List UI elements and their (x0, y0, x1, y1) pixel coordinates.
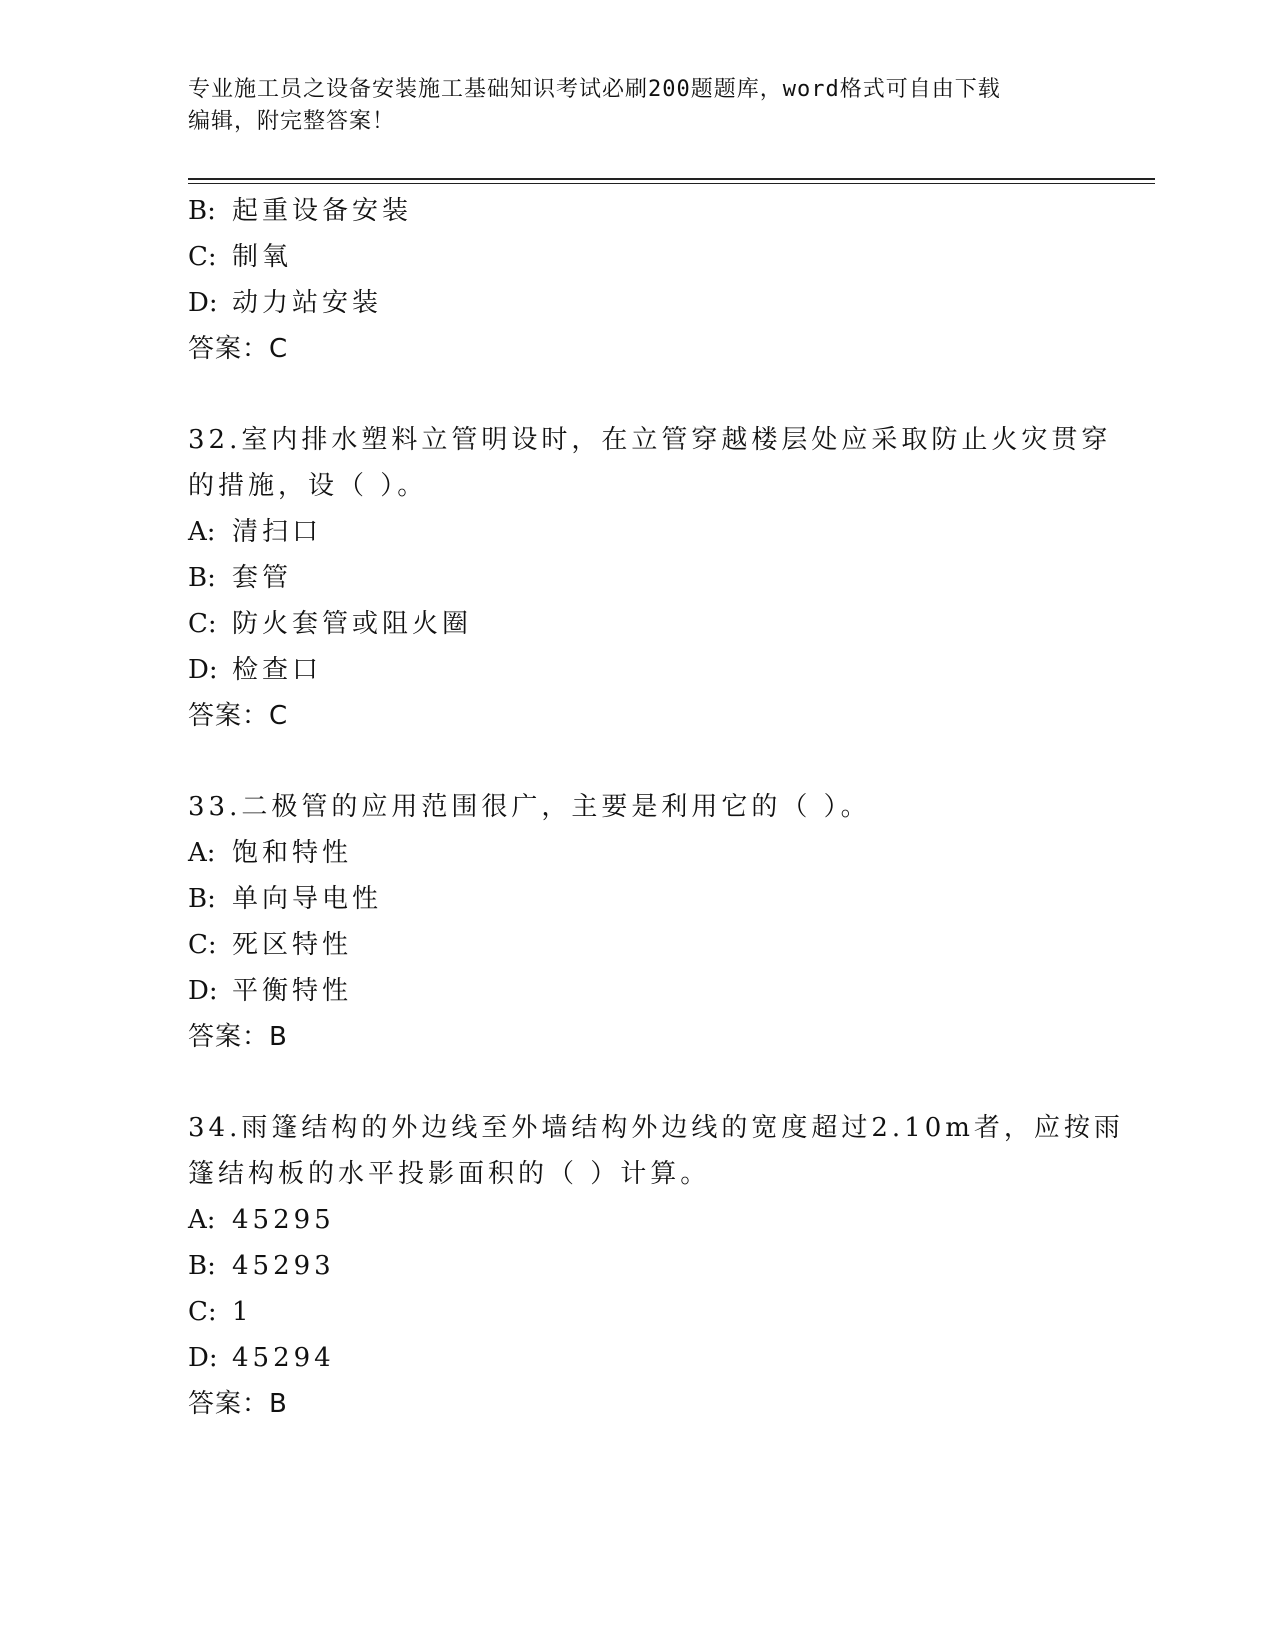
option-letter: C: (188, 609, 217, 639)
question-34 (188, 1105, 1124, 1427)
answer-line: 答案：B (188, 1022, 288, 1052)
header-title-line-1: 专业施工员之设备安装施工基础知识考试必刷200题题库，word格式可自由下载 (188, 77, 1001, 102)
option-letter: D: (188, 1343, 218, 1373)
option-letter: B: (188, 1251, 216, 1281)
question-stem-line-1: 33.二极管的应用范围很广，主要是利用它的（ ）。 (188, 792, 871, 822)
option-text: 45294 (232, 1343, 335, 1373)
option-text: 死区特性 (232, 930, 353, 960)
option-text: 1 (232, 1297, 253, 1327)
option-letter: B: (188, 884, 216, 914)
document-header (188, 74, 1088, 138)
option-letter: B: (188, 196, 216, 226)
option-letter: B: (188, 563, 216, 593)
option-d (188, 968, 1088, 1014)
option-a (188, 1197, 1088, 1243)
option-letter: A: (188, 1205, 216, 1235)
question-32 (188, 417, 1112, 739)
option-text: 平衡特性 (232, 976, 353, 1006)
option-d (188, 647, 1088, 693)
option-letter: A: (188, 838, 216, 868)
option-a (188, 509, 1088, 555)
answer-line: 答案：C (188, 334, 289, 364)
option-text: 饱和特性 (232, 838, 353, 868)
option-d (188, 280, 1088, 326)
option-c (188, 922, 1088, 968)
answer-line: 答案：B (188, 1389, 288, 1419)
question-33 (188, 784, 1088, 1060)
option-letter: C: (188, 930, 217, 960)
option-b (188, 555, 1088, 601)
option-text: 起重设备安装 (232, 196, 413, 226)
option-letter: D: (188, 655, 218, 685)
question-stem-line-2: 篷结构板的水平投影面积的（ ）计算。 (188, 1159, 711, 1189)
option-letter: A: (188, 517, 216, 547)
option-text: 清扫口 (232, 517, 323, 547)
header-divider-thin (188, 183, 1155, 184)
header-title-line-2: 编辑，附完整答案！ (188, 109, 396, 134)
option-letter: C: (188, 242, 217, 272)
option-c (188, 601, 1088, 647)
question-stem-line-1: 34.雨篷结构的外边线至外墙结构外边线的宽度超过2.10m者，应按雨 (188, 1113, 1124, 1143)
option-text: 套管 (232, 563, 293, 593)
option-c (188, 1289, 1088, 1335)
question-stem-line-2: 的措施，设（ ）。 (188, 471, 428, 501)
option-b (188, 188, 1088, 234)
option-text: 动力站安装 (232, 288, 383, 318)
option-text: 45293 (232, 1251, 335, 1281)
option-text: 防火套管或阻火圈 (232, 609, 473, 639)
option-b (188, 1243, 1088, 1289)
question-31-continued (188, 188, 1088, 372)
option-letter: C: (188, 1297, 217, 1327)
option-d (188, 1335, 1088, 1381)
option-a (188, 830, 1088, 876)
option-text: 检查口 (232, 655, 323, 685)
option-letter: D: (188, 288, 218, 318)
question-list (188, 188, 1124, 1427)
option-text: 45295 (232, 1205, 335, 1235)
option-text: 制氧 (232, 242, 293, 272)
question-stem-line-1: 32.室内排水塑料立管明设时，在立管穿越楼层处应采取防止火灾贯穿 (188, 425, 1112, 455)
option-text: 单向导电性 (232, 884, 383, 914)
option-b (188, 876, 1088, 922)
answer-line: 答案：C (188, 701, 289, 731)
header-divider-thick (188, 178, 1155, 180)
option-c (188, 234, 1088, 280)
option-letter: D: (188, 976, 218, 1006)
